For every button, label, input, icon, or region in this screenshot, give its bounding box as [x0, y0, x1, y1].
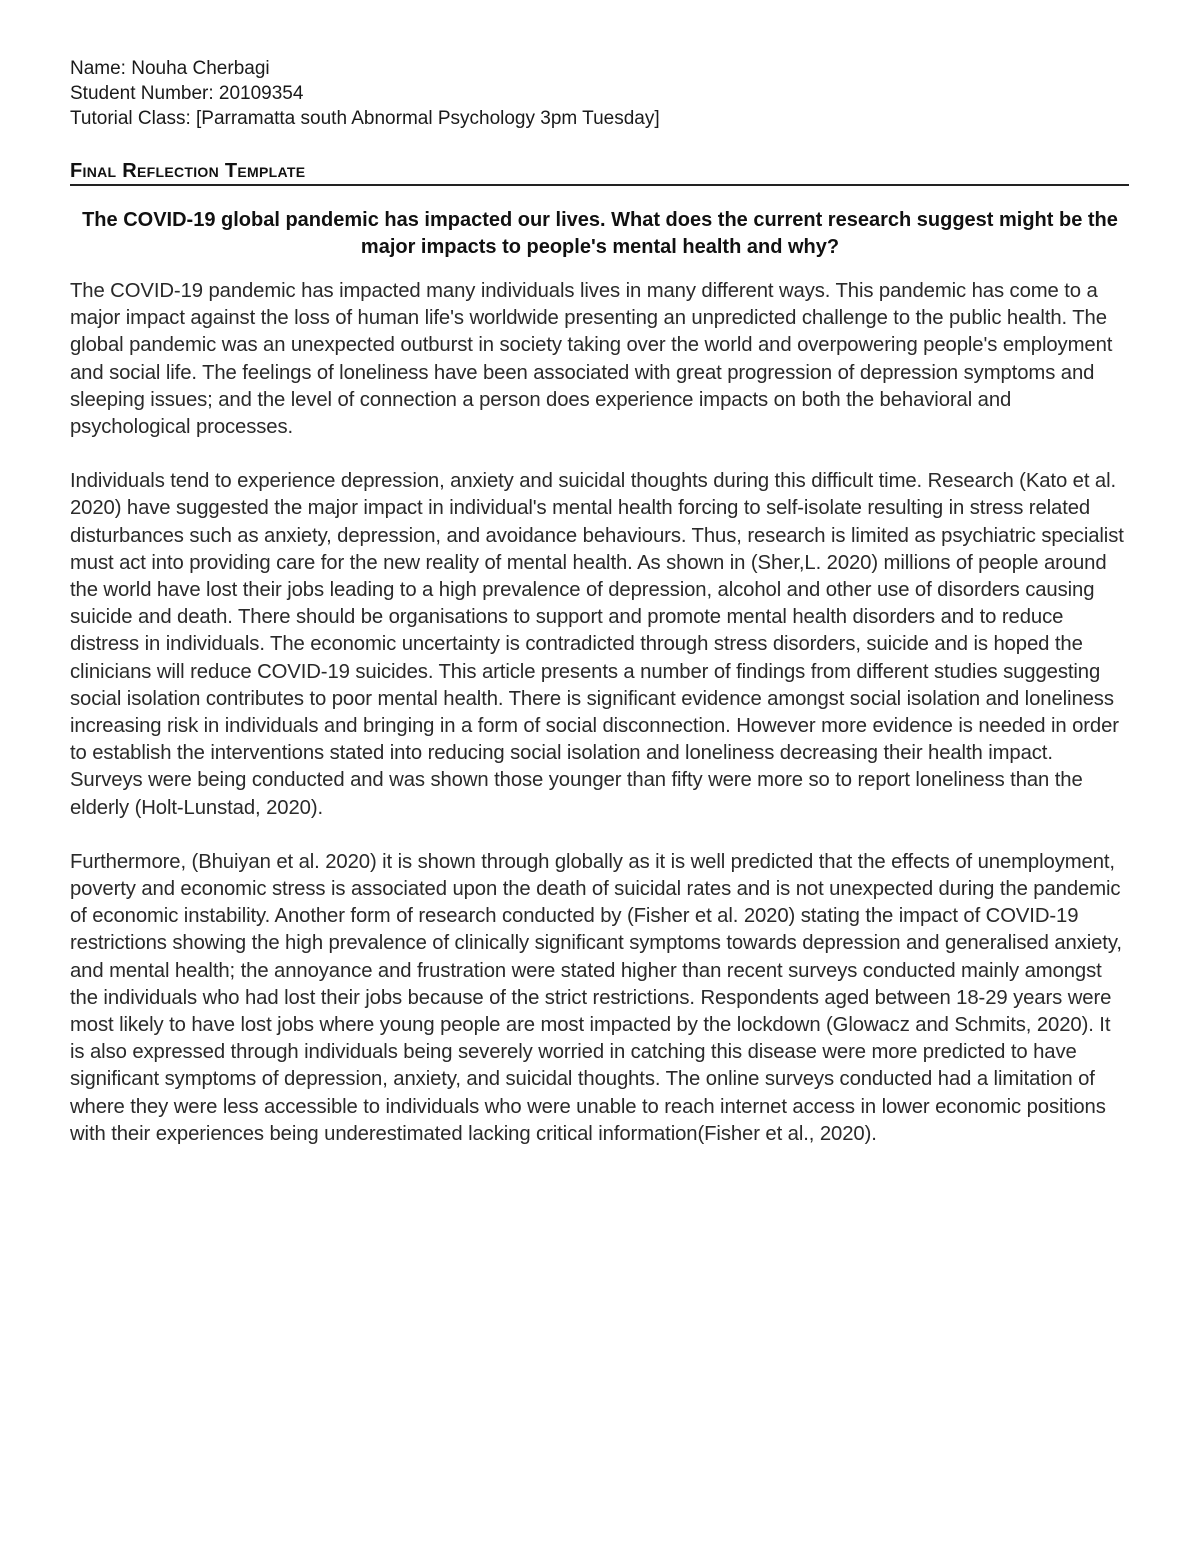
tutorial-class: Tutorial Class: [Parramatta south Abnormal Psychology 3pm Tuesday]: [70, 108, 660, 129]
paragraph: Individuals tend to experience depression, anxiety and suicidal thoughts during this difficult time. Research (Kato et al. 2020) have suggested the major impact in individual's mental health forcing to self-isolate resulting in stress related disturbances such as anxiety, depression, and avoidance behaviours. Thus, research is limited as psychiatric specialist must act into providing care for the new reality of mental health. As shown in (Sher,L. 2020) millions of people around the world have lost their jobs leading to a high prevalence of depression, alcohol and other use of disorders causing suicide and death. There should be organisations to support and promote mental health disorders and to reduce distress in individuals. The economic uncertainty is contradicted through stress disorders, suicide and is hoped the clinicians will reduce COVID-19 suicides. This article presents a number of findings from different studies suggesting social isolation contributes to poor mental health. There is significant evidence amongst social isolation and loneliness increasing risk in individuals and bringing in a form of social disconnection. However more evidence is needed in order to establish the interventions stated into reducing social isolation and loneliness decreasing their health impact. Surveys were being conducted and was shown those younger than fifty were more so to report loneliness than the elderly (Holt-Lunstad, 2020).: [70, 470, 1124, 819]
document-page: [70, 56, 1130, 1148]
paragraph: The COVID-19 pandemic has impacted many individuals lives in many different ways. This pandemic has come to a major impact against the loss of human life's worldwide presenting an unpredicted challenge to the public health. The global pandemic was an unexpected outburst in society taking over the world and overpowering people's employment and social life. The feelings of loneliness have been associated with great progression of depression symptoms and sleeping issues; and the level of connection a person does experience impacts on both the behavioral and psychological processes.: [70, 280, 1113, 439]
template-heading: Final Reflection Template: [70, 160, 1129, 186]
student-name: Name: Nouha Cherbagi: [70, 58, 270, 79]
paragraph: Furthermore, (Bhuiyan et al. 2020) it is shown through globally as it is well predicted that the effects of unemployment, poverty and economic stress is associated upon the death of suicidal rates and is not unexpected during the pandemic of economic instability. Another form of research conducted by (Fisher et al. 2020) stating the impact of COVID-19 restrictions showing the high prevalence of clinically significant symptoms towards depression and generalised anxiety, and mental health; the annoyance and frustration were stated higher than recent surveys conducted mainly amongst the individuals who had lost their jobs because of the strict restrictions. Respondents aged between 18-29 years were most likely to have lost jobs where young people are most impacted by the lockdown (Glowacz and Schmits, 2020). It is also expressed through individuals being severely worried in catching this disease were more predicted to have significant symptoms of depression, anxiety, and suicidal thoughts. The online surveys conducted had a limitation of where they were less accessible to individuals who were unable to reach internet access in lower economic positions with their experiences being underestimated lacking critical information(Fisher et al., 2020).: [70, 850, 1122, 1145]
student-number: Student Number: 20109354: [70, 83, 304, 104]
reflection-body: [70, 278, 1130, 1148]
reflection-question: The COVID-19 global pandemic has impacted our lives. What does the current research suggest might be the major impacts to people's mental health and why?: [82, 209, 1118, 258]
